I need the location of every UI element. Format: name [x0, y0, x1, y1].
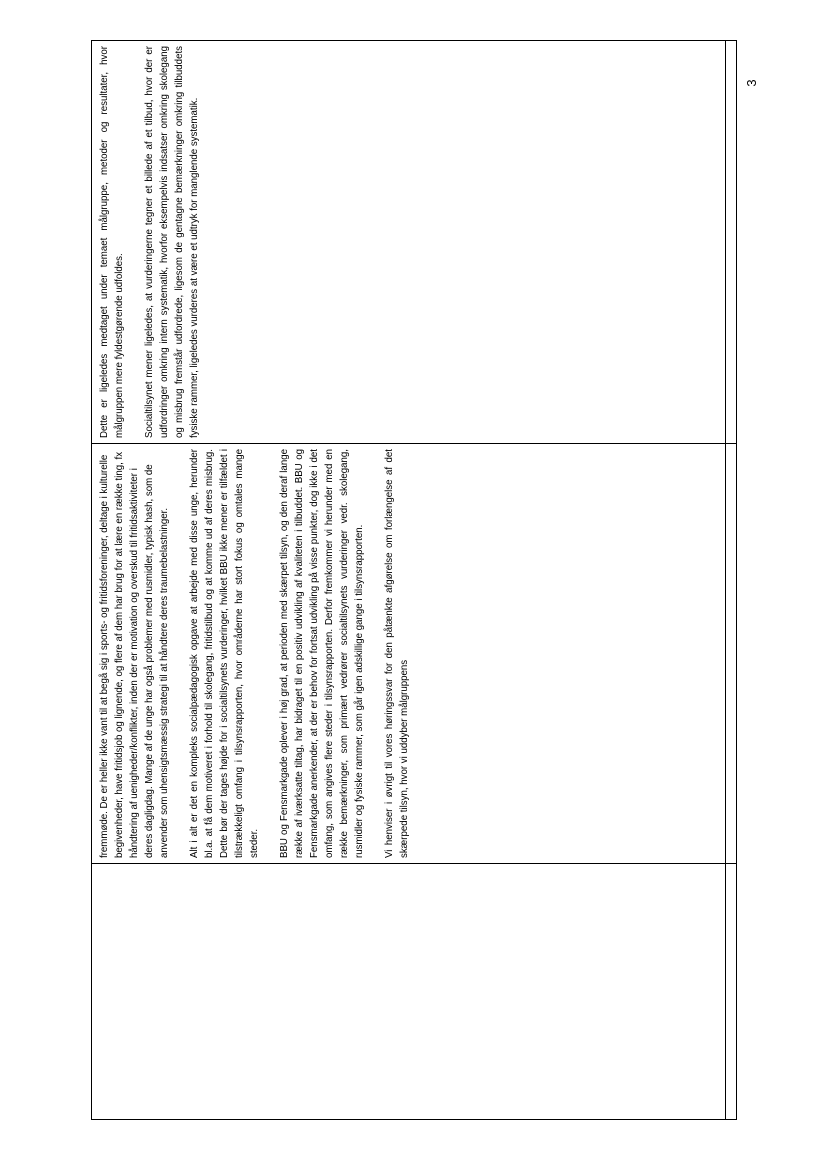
table-cell-col2	[726, 443, 736, 863]
response-table	[91, 40, 737, 1120]
table-cell-col1	[92, 863, 725, 1119]
paragraph: Socialtilsynet mener ligeledes, at vurderingerne tegner et billede af et tilbud, hvor der er udfordringer omkring intern systematik, hvorfor eksempelvis indsatser omkring skolegang og misbrug fremstår udfordrede, ligesom de gentagne bemærkninger omkring tilbuddets fysiske rammer, ligeledes vurderes at være et udtryk for manglende systematik.	[144, 46, 200, 438]
paragraph: fremmøde. De er heller ikke vant til at begå sig i sports- og fritidsforeninger, deltage i kulturelle begivenheder, have fritidsjob og lignende, og flere af dem har brug for at lære en række ting, fx håndtering af uenigheder/konflikter, inden der er motivation og overskud til fritidsaktiviteter i deres dagligdag. Mange af de unge har også problemer med rusmidler, typisk hash, som de anvender som uhensigtsmæssig strategi til at håndtere deres traumebelastninger.	[99, 451, 170, 858]
table-row	[726, 41, 736, 1119]
table-cell-col2	[92, 443, 725, 863]
paragraph: Dette er ligeledes medtaget under temaet målgruppe, metoder og resultater, hvor målgruppen mere fyldestgørende udfoldes.	[99, 46, 125, 438]
paragraph: Alt i alt er det en kompleks socialpædagogisk opgave at arbejde med disse unge, herunder bl.a. at få dem motiveret i forhold til skolegang, fritidstilbud og at komme ud af deres misbrug. Dette bør der tages højde for i socialtilsynets vurderinger, hvilket BBU ikke mener er tilfældet i tilstrækkeligt omfang i tilsynsrapporten, hvor områderne har stort fokus og omtales mange steder.	[189, 449, 260, 858]
paragraph: BBU og Fensmarkgade oplever i høj grad, at perioden med skærpet tilsyn, og den deraf lange række af iværksatte tiltag, har bidraget til en positiv udvikling af kvaliteten i tilbuddet. BBU og Fensmarkgade anerkender, at der er behov for fortsat udvikling på visse punkter, dog ikke i det omfang, som angives flere steder i tilsynsrapporten. Derfor fremkommer vi herunder med en række bemærkninger, som primært vedrører socialtilsynets vurderinger vedr. skolegang, rusmidler og fysiske rammer, som går igen adskillige gange i tilsynsrapporten.	[279, 449, 365, 858]
table-cell-col3	[726, 41, 736, 443]
table-cell-col1	[726, 863, 736, 1119]
table-row	[92, 41, 726, 1119]
paragraph: Vi henviser i øvrigt til vores høringssvar for den påtænkte afgørelse om forlængelse af det skærpede tilsyn, hvor vi uddyber målgruppens	[384, 449, 410, 858]
table-cell-col3	[92, 41, 725, 443]
page-number: 3	[744, 79, 759, 87]
